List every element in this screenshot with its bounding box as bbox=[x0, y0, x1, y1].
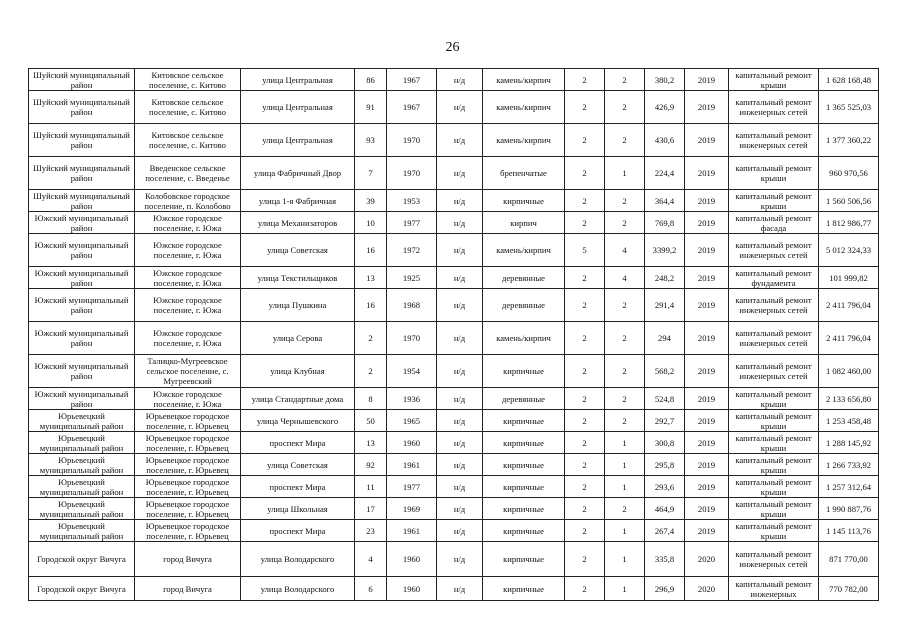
cell-year-major-repair: н/д bbox=[437, 432, 483, 454]
cell-year-built: 1960 bbox=[387, 577, 437, 601]
cell-area: 464,9 bbox=[645, 498, 685, 520]
cell-wall-material: камень/кирпич bbox=[483, 91, 565, 124]
table-row bbox=[29, 322, 879, 355]
cell-street: улица Школьная bbox=[241, 498, 355, 520]
cell-house-number: 93 bbox=[355, 124, 387, 157]
cell-area: 769,8 bbox=[645, 212, 685, 234]
cell-house-number: 7 bbox=[355, 157, 387, 190]
cell-repair-year: 2019 bbox=[685, 234, 729, 267]
table-row bbox=[29, 388, 879, 410]
cell-wall-material: кирпичные bbox=[483, 432, 565, 454]
cell-entrances: 2 bbox=[605, 91, 645, 124]
cell-street: улица Советская bbox=[241, 454, 355, 476]
cell-cost: 960 970,56 bbox=[819, 157, 879, 190]
cell-street: проспект Мира bbox=[241, 432, 355, 454]
cell-repair-type: капитальный ремонт крыши bbox=[729, 190, 819, 212]
cell-area: 430,6 bbox=[645, 124, 685, 157]
cell-district: Южский муниципальный район bbox=[29, 289, 135, 322]
cell-wall-material: кирпичные bbox=[483, 454, 565, 476]
cell-entrances: 1 bbox=[605, 577, 645, 601]
cell-area: 364,4 bbox=[645, 190, 685, 212]
cell-repair-year: 2019 bbox=[685, 432, 729, 454]
table-row bbox=[29, 267, 879, 289]
cell-repair-year: 2019 bbox=[685, 124, 729, 157]
cell-cost: 1 253 458,48 bbox=[819, 410, 879, 432]
cell-entrances: 1 bbox=[605, 542, 645, 577]
cell-year-built: 1972 bbox=[387, 234, 437, 267]
cell-house-number: 50 bbox=[355, 410, 387, 432]
cell-entrances: 2 bbox=[605, 355, 645, 388]
cell-repair-year: 2019 bbox=[685, 157, 729, 190]
table-row bbox=[29, 454, 879, 476]
cell-year-major-repair: н/д bbox=[437, 91, 483, 124]
cell-street: улица Стандартные дома bbox=[241, 388, 355, 410]
cell-entrances: 1 bbox=[605, 476, 645, 498]
cell-house-number: 16 bbox=[355, 289, 387, 322]
cell-repair-type: капитальный ремонт крыши bbox=[729, 520, 819, 542]
cell-floors: 2 bbox=[565, 355, 605, 388]
cell-year-major-repair: н/д bbox=[437, 267, 483, 289]
cell-house-number: 13 bbox=[355, 267, 387, 289]
cell-street: улица Клубная bbox=[241, 355, 355, 388]
cell-entrances: 4 bbox=[605, 267, 645, 289]
cell-cost: 101 999,82 bbox=[819, 267, 879, 289]
table-row bbox=[29, 498, 879, 520]
cell-repair-type: капитальный ремонт инженерных сетей bbox=[729, 124, 819, 157]
cell-year-major-repair: н/д bbox=[437, 520, 483, 542]
cell-house-number: 8 bbox=[355, 388, 387, 410]
cell-cost: 1 365 525,03 bbox=[819, 91, 879, 124]
cell-repair-type: капитальный ремонт крыши bbox=[729, 454, 819, 476]
cell-year-major-repair: н/д bbox=[437, 454, 483, 476]
cell-area: 295,8 bbox=[645, 454, 685, 476]
cell-entrances: 1 bbox=[605, 454, 645, 476]
cell-wall-material: камень/кирпич bbox=[483, 322, 565, 355]
table-row bbox=[29, 69, 879, 91]
cell-cost: 1 082 460,00 bbox=[819, 355, 879, 388]
cell-settlement: город Вичуга bbox=[135, 542, 241, 577]
cell-cost: 1 628 168,48 bbox=[819, 69, 879, 91]
cell-district: Городской округ Вичуга bbox=[29, 542, 135, 577]
cell-area: 291,4 bbox=[645, 289, 685, 322]
cell-year-built: 1977 bbox=[387, 476, 437, 498]
cell-year-built: 1967 bbox=[387, 69, 437, 91]
cell-floors: 2 bbox=[565, 289, 605, 322]
cell-wall-material: деревянные bbox=[483, 289, 565, 322]
table-body bbox=[29, 69, 879, 601]
cell-year-major-repair: н/д bbox=[437, 69, 483, 91]
cell-street: улица Володарского bbox=[241, 577, 355, 601]
cell-house-number: 4 bbox=[355, 542, 387, 577]
cell-street: улица 1-я Фабричная bbox=[241, 190, 355, 212]
cell-area: 294 bbox=[645, 322, 685, 355]
cell-settlement: город Вичуга bbox=[135, 577, 241, 601]
cell-year-built: 1954 bbox=[387, 355, 437, 388]
cell-entrances: 2 bbox=[605, 322, 645, 355]
cell-repair-type: капитальный ремонт крыши bbox=[729, 498, 819, 520]
cell-district: Юрьевецкий муниципальный район bbox=[29, 476, 135, 498]
cell-entrances: 1 bbox=[605, 432, 645, 454]
cell-year-built: 1967 bbox=[387, 91, 437, 124]
cell-repair-type: капитальный ремонт крыши bbox=[729, 388, 819, 410]
cell-year-major-repair: н/д bbox=[437, 124, 483, 157]
cell-year-major-repair: н/д bbox=[437, 157, 483, 190]
cell-wall-material: кирпич bbox=[483, 212, 565, 234]
cell-repair-type: капитальный ремонт крыши bbox=[729, 476, 819, 498]
cell-repair-type: капитальный ремонт инженерных сетей bbox=[729, 289, 819, 322]
cell-repair-year: 2019 bbox=[685, 212, 729, 234]
cell-area: 426,9 bbox=[645, 91, 685, 124]
cell-repair-type: капитальный ремонт инженерных сетей bbox=[729, 542, 819, 577]
cell-district: Юрьевецкий муниципальный район bbox=[29, 410, 135, 432]
cell-floors: 2 bbox=[565, 124, 605, 157]
cell-year-major-repair: н/д bbox=[437, 355, 483, 388]
table-row bbox=[29, 289, 879, 322]
cell-cost: 1 257 312,64 bbox=[819, 476, 879, 498]
cell-wall-material: кирпичные bbox=[483, 410, 565, 432]
cell-settlement: Юрьевецкое городское поселение, г. Юрьевец bbox=[135, 432, 241, 454]
cell-year-major-repair: н/д bbox=[437, 190, 483, 212]
cell-cost: 770 782,00 bbox=[819, 577, 879, 601]
cell-entrances: 2 bbox=[605, 498, 645, 520]
cell-floors: 2 bbox=[565, 577, 605, 601]
cell-year-built: 1936 bbox=[387, 388, 437, 410]
table-row bbox=[29, 432, 879, 454]
cell-repair-type: капитальный ремонт фасада bbox=[729, 212, 819, 234]
cell-house-number: 2 bbox=[355, 355, 387, 388]
cell-repair-type: капитальный ремонт инженерных сетей bbox=[729, 234, 819, 267]
cell-street: проспект Мира bbox=[241, 520, 355, 542]
cell-year-built: 1970 bbox=[387, 322, 437, 355]
cell-entrances: 2 bbox=[605, 190, 645, 212]
cell-house-number: 92 bbox=[355, 454, 387, 476]
cell-cost: 1 990 887,76 bbox=[819, 498, 879, 520]
cell-district: Шуйский муниципальный район bbox=[29, 69, 135, 91]
cell-year-built: 1970 bbox=[387, 124, 437, 157]
cell-wall-material: кирпичные bbox=[483, 577, 565, 601]
cell-repair-type: капитальный ремонт крыши bbox=[729, 69, 819, 91]
table-row bbox=[29, 157, 879, 190]
cell-house-number: 86 bbox=[355, 69, 387, 91]
cell-settlement: Южское городское поселение, г. Южа bbox=[135, 322, 241, 355]
table-row bbox=[29, 190, 879, 212]
cell-street: улица Центральная bbox=[241, 69, 355, 91]
cell-entrances: 2 bbox=[605, 410, 645, 432]
cell-repair-year: 2019 bbox=[685, 190, 729, 212]
cell-entrances: 2 bbox=[605, 124, 645, 157]
cell-floors: 2 bbox=[565, 410, 605, 432]
cell-cost: 2 411 796,04 bbox=[819, 322, 879, 355]
cell-wall-material: брепенчатые bbox=[483, 157, 565, 190]
cell-settlement: Юрьевецкое городское поселение, г. Юрьевец bbox=[135, 498, 241, 520]
cell-district: Юрьевецкий муниципальный район bbox=[29, 432, 135, 454]
cell-floors: 2 bbox=[565, 212, 605, 234]
cell-area: 296,9 bbox=[645, 577, 685, 601]
cell-settlement: Южское городское поселение, г. Южа bbox=[135, 267, 241, 289]
cell-street: улица Чернышевского bbox=[241, 410, 355, 432]
cell-district: Городской округ Вичуга bbox=[29, 577, 135, 601]
cell-year-major-repair: н/д bbox=[437, 388, 483, 410]
cell-cost: 2 133 656,80 bbox=[819, 388, 879, 410]
cell-year-major-repair: н/д bbox=[437, 498, 483, 520]
cell-floors: 2 bbox=[565, 322, 605, 355]
cell-street: улица Пушкина bbox=[241, 289, 355, 322]
cell-wall-material: кирпичные bbox=[483, 520, 565, 542]
cell-floors: 2 bbox=[565, 498, 605, 520]
table-row bbox=[29, 212, 879, 234]
cell-area: 380,2 bbox=[645, 69, 685, 91]
cell-area: 224,4 bbox=[645, 157, 685, 190]
cell-year-built: 1925 bbox=[387, 267, 437, 289]
cell-house-number: 13 bbox=[355, 432, 387, 454]
cell-year-major-repair: н/д bbox=[437, 212, 483, 234]
cell-street: улица Текстильщиков bbox=[241, 267, 355, 289]
cell-district: Юрьевецкий муниципальный район bbox=[29, 454, 135, 476]
cell-wall-material: камень/кирпич bbox=[483, 234, 565, 267]
cell-area: 293,6 bbox=[645, 476, 685, 498]
cell-street: улица Центральная bbox=[241, 124, 355, 157]
cell-repair-year: 2019 bbox=[685, 454, 729, 476]
cell-cost: 2 411 796,04 bbox=[819, 289, 879, 322]
cell-repair-year: 2019 bbox=[685, 520, 729, 542]
cell-year-major-repair: н/д bbox=[437, 234, 483, 267]
table-row bbox=[29, 124, 879, 157]
cell-district: Шуйский муниципальный район bbox=[29, 124, 135, 157]
cell-cost: 1 288 145,92 bbox=[819, 432, 879, 454]
cell-cost: 871 770,00 bbox=[819, 542, 879, 577]
cell-cost: 1 377 360,22 bbox=[819, 124, 879, 157]
cell-repair-year: 2019 bbox=[685, 267, 729, 289]
cell-street: улица Фабричный Двор bbox=[241, 157, 355, 190]
cell-area: 524,8 bbox=[645, 388, 685, 410]
cell-repair-type: капитальный ремонт крыши bbox=[729, 410, 819, 432]
cell-house-number: 91 bbox=[355, 91, 387, 124]
cell-area: 3399,2 bbox=[645, 234, 685, 267]
cell-area: 267,4 bbox=[645, 520, 685, 542]
cell-floors: 5 bbox=[565, 234, 605, 267]
cell-repair-year: 2020 bbox=[685, 542, 729, 577]
cell-wall-material: кирпичные bbox=[483, 476, 565, 498]
cell-street: улица Советская bbox=[241, 234, 355, 267]
cell-floors: 2 bbox=[565, 432, 605, 454]
cell-repair-type: капитальный ремонт крыши bbox=[729, 157, 819, 190]
cell-repair-type: капитальный ремонт крыши bbox=[729, 432, 819, 454]
cell-repair-year: 2019 bbox=[685, 289, 729, 322]
cell-repair-type: капитальный ремонт инженерных сетей bbox=[729, 322, 819, 355]
cell-settlement: Южское городское поселение, г. Южа bbox=[135, 234, 241, 267]
cell-floors: 2 bbox=[565, 190, 605, 212]
cell-district: Шуйский муниципальный район bbox=[29, 157, 135, 190]
cell-area: 568,2 bbox=[645, 355, 685, 388]
cell-year-built: 1968 bbox=[387, 289, 437, 322]
cell-repair-year: 2019 bbox=[685, 69, 729, 91]
cell-repair-year: 2019 bbox=[685, 476, 729, 498]
cell-settlement: Китовское сельское поселение, с. Китово bbox=[135, 69, 241, 91]
cell-cost: 1 266 733,92 bbox=[819, 454, 879, 476]
cell-year-built: 1960 bbox=[387, 542, 437, 577]
table-row bbox=[29, 520, 879, 542]
cell-floors: 2 bbox=[565, 520, 605, 542]
cell-district: Юрьевецкий муниципальный район bbox=[29, 498, 135, 520]
cell-repair-type: капитальный ремонт инженерных сетей bbox=[729, 355, 819, 388]
cell-wall-material: кирпичные bbox=[483, 542, 565, 577]
cell-floors: 2 bbox=[565, 388, 605, 410]
cell-street: улица Центральная bbox=[241, 91, 355, 124]
table-row bbox=[29, 91, 879, 124]
cell-year-built: 1965 bbox=[387, 410, 437, 432]
cell-settlement: Юрьевецкое городское поселение, г. Юрьевец bbox=[135, 476, 241, 498]
cell-wall-material: кирпичные bbox=[483, 498, 565, 520]
cell-year-built: 1961 bbox=[387, 520, 437, 542]
cell-year-major-repair: н/д bbox=[437, 322, 483, 355]
cell-district: Южский муниципальный район bbox=[29, 355, 135, 388]
cell-year-built: 1961 bbox=[387, 454, 437, 476]
cell-repair-type: капитальный ремонт инженерных сетей bbox=[729, 91, 819, 124]
cell-floors: 2 bbox=[565, 267, 605, 289]
cell-floors: 2 bbox=[565, 91, 605, 124]
table-row bbox=[29, 542, 879, 577]
cell-year-built: 1960 bbox=[387, 432, 437, 454]
cell-entrances: 1 bbox=[605, 157, 645, 190]
cell-entrances: 2 bbox=[605, 212, 645, 234]
cell-entrances: 2 bbox=[605, 388, 645, 410]
cell-area: 300,8 bbox=[645, 432, 685, 454]
cell-floors: 2 bbox=[565, 157, 605, 190]
housing-repair-table bbox=[28, 68, 879, 601]
cell-repair-type: капитальный ремонт фундамента bbox=[729, 267, 819, 289]
cell-repair-year: 2019 bbox=[685, 91, 729, 124]
cell-wall-material: кирпичные bbox=[483, 355, 565, 388]
cell-district: Южский муниципальный район bbox=[29, 267, 135, 289]
cell-wall-material: деревянные bbox=[483, 267, 565, 289]
cell-house-number: 2 bbox=[355, 322, 387, 355]
cell-floors: 2 bbox=[565, 542, 605, 577]
cell-house-number: 16 bbox=[355, 234, 387, 267]
cell-repair-year: 2019 bbox=[685, 355, 729, 388]
cell-wall-material: камень/кирпич bbox=[483, 124, 565, 157]
cell-district: Южский муниципальный район bbox=[29, 322, 135, 355]
cell-district: Юрьевецкий муниципальный район bbox=[29, 520, 135, 542]
cell-settlement: Колобовское городское поселение, п. Колобово bbox=[135, 190, 241, 212]
cell-settlement: Введенское сельское поселение, с. Введенье bbox=[135, 157, 241, 190]
cell-house-number: 6 bbox=[355, 577, 387, 601]
cell-repair-year: 2019 bbox=[685, 410, 729, 432]
page-number: 26 bbox=[445, 40, 460, 55]
cell-settlement: Юрьевецкое городское поселение, г. Юрьевец bbox=[135, 520, 241, 542]
cell-house-number: 10 bbox=[355, 212, 387, 234]
cell-street: улица Володарского bbox=[241, 542, 355, 577]
cell-year-major-repair: н/д bbox=[437, 577, 483, 601]
cell-district: Шуйский муниципальный район bbox=[29, 190, 135, 212]
cell-wall-material: деревянные bbox=[483, 388, 565, 410]
cell-floors: 2 bbox=[565, 454, 605, 476]
cell-house-number: 23 bbox=[355, 520, 387, 542]
cell-district: Южский муниципальный район bbox=[29, 212, 135, 234]
table-row bbox=[29, 410, 879, 432]
cell-repair-year: 2019 bbox=[685, 498, 729, 520]
cell-district: Южский муниципальный район bbox=[29, 234, 135, 267]
cell-settlement: Китовское сельское поселение, с. Китово bbox=[135, 124, 241, 157]
cell-entrances: 1 bbox=[605, 520, 645, 542]
cell-area: 292,7 bbox=[645, 410, 685, 432]
cell-house-number: 39 bbox=[355, 190, 387, 212]
cell-cost: 5 012 324,33 bbox=[819, 234, 879, 267]
cell-street: улица Механизаторов bbox=[241, 212, 355, 234]
cell-entrances: 2 bbox=[605, 69, 645, 91]
cell-street: проспект Мира bbox=[241, 476, 355, 498]
cell-repair-type: капитальный ремонт инженерных bbox=[729, 577, 819, 601]
cell-settlement: Талицко-Мугреевское сельское поселение, с. Мугреевский bbox=[135, 355, 241, 388]
cell-repair-year: 2020 bbox=[685, 577, 729, 601]
cell-entrances: 2 bbox=[605, 289, 645, 322]
cell-entrances: 4 bbox=[605, 234, 645, 267]
table-row bbox=[29, 476, 879, 498]
cell-house-number: 17 bbox=[355, 498, 387, 520]
table-row bbox=[29, 355, 879, 388]
cell-house-number: 11 bbox=[355, 476, 387, 498]
cell-wall-material: кирпичные bbox=[483, 190, 565, 212]
cell-settlement: Китовское сельское поселение, с. Китово bbox=[135, 91, 241, 124]
cell-cost: 1 145 113,76 bbox=[819, 520, 879, 542]
cell-year-major-repair: н/д bbox=[437, 410, 483, 432]
cell-street: улица Серова bbox=[241, 322, 355, 355]
cell-settlement: Южское городское поселение, г. Южа bbox=[135, 212, 241, 234]
cell-cost: 1 812 986,77 bbox=[819, 212, 879, 234]
cell-cost: 1 560 506,56 bbox=[819, 190, 879, 212]
cell-repair-year: 2019 bbox=[685, 388, 729, 410]
cell-settlement: Юрьевецкое городское поселение, г. Юрьевец bbox=[135, 410, 241, 432]
cell-floors: 2 bbox=[565, 476, 605, 498]
cell-area: 248,2 bbox=[645, 267, 685, 289]
cell-year-major-repair: н/д bbox=[437, 476, 483, 498]
cell-district: Шуйский муниципальный район bbox=[29, 91, 135, 124]
table-row bbox=[29, 234, 879, 267]
cell-area: 335,8 bbox=[645, 542, 685, 577]
cell-settlement: Юрьевецкое городское поселение, г. Юрьевец bbox=[135, 454, 241, 476]
cell-floors: 2 bbox=[565, 69, 605, 91]
cell-year-built: 1970 bbox=[387, 157, 437, 190]
table-row bbox=[29, 577, 879, 601]
cell-year-built: 1977 bbox=[387, 212, 437, 234]
cell-settlement: Южское городское поселение, г. Южа bbox=[135, 289, 241, 322]
cell-year-built: 1953 bbox=[387, 190, 437, 212]
cell-repair-year: 2019 bbox=[685, 322, 729, 355]
cell-wall-material: камень/кирпич bbox=[483, 69, 565, 91]
cell-year-major-repair: н/д bbox=[437, 289, 483, 322]
cell-year-major-repair: н/д bbox=[437, 542, 483, 577]
cell-settlement: Южское городское поселение, г. Южа bbox=[135, 388, 241, 410]
cell-year-built: 1969 bbox=[387, 498, 437, 520]
cell-district: Южский муниципальный район bbox=[29, 388, 135, 410]
